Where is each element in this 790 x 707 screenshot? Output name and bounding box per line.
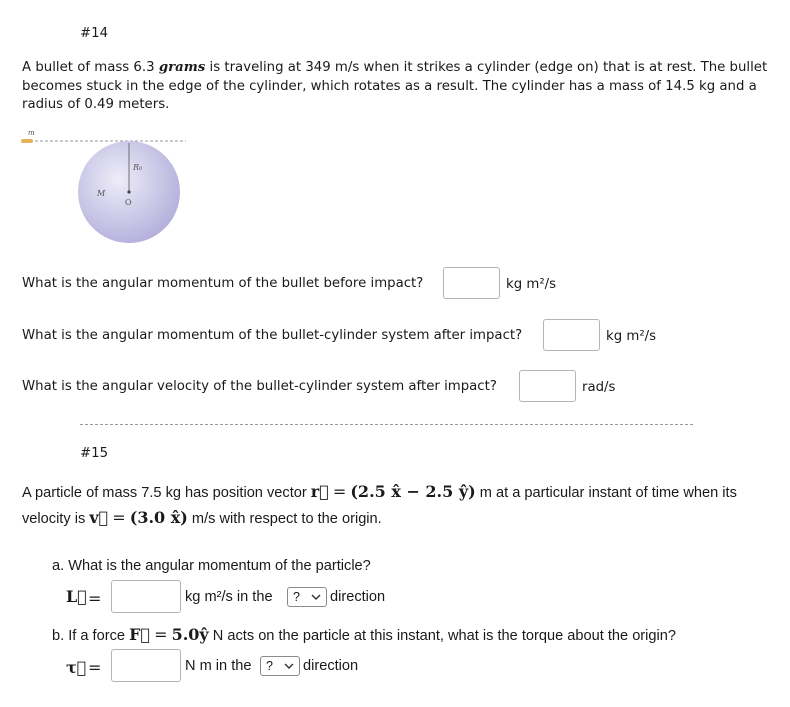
equals-sign: =	[154, 625, 168, 644]
equals-sign: =	[88, 658, 102, 677]
cylinder-figure	[18, 128, 193, 253]
p15-line2-text: velocity is	[22, 511, 86, 527]
bullet-mass-label: m	[28, 129, 35, 137]
equals-sign: =	[112, 508, 126, 527]
chevron-down-icon	[311, 593, 321, 601]
part-b-question	[52, 625, 676, 644]
problem-15-line-1	[22, 482, 737, 501]
center-label: O	[125, 198, 132, 207]
cylinder-mass-label: M	[97, 189, 106, 198]
torque-input[interactable]	[111, 649, 181, 682]
q14-1-unit: kg m²/s	[506, 277, 557, 292]
q14-3-text: What is the angular velocity of the bullet-cylinder system after impact?	[22, 379, 497, 394]
angular-momentum-input[interactable]	[111, 580, 181, 613]
bullet-icon	[21, 139, 33, 143]
q14-3-unit: rad/s	[582, 380, 616, 395]
q14-2-answer-input[interactable]	[543, 319, 600, 351]
problem-separator	[80, 424, 693, 425]
part-a-question: a. What is the angular momentum of the particle?	[52, 558, 371, 574]
chevron-down-icon	[284, 662, 294, 670]
p15-line1-text: A particle of mass 7.5 kg has position vector	[22, 485, 307, 501]
statement-part-1: A bullet of mass 6.3	[22, 60, 159, 75]
velocity-expression: (3.0 x̂)	[129, 508, 188, 527]
problem-15-number: #15	[80, 446, 109, 461]
equals-sign: =	[88, 589, 102, 608]
part-b-unit: N m in the	[185, 658, 252, 674]
velocity-vector-symbol: v⃗	[89, 508, 109, 527]
part-b-direction-label: direction	[303, 658, 359, 674]
q14-2-text: What is the angular momentum of the bullet-cylinder system after impact?	[22, 328, 523, 343]
angular-momentum-symbol: L⃗	[66, 587, 87, 606]
q14-1-answer-input[interactable]	[443, 267, 500, 299]
problem-15-line-2	[22, 508, 382, 527]
problem-14-statement	[22, 59, 782, 115]
problem-14-number: #14	[80, 26, 109, 41]
force-symbol: F⃗	[129, 625, 151, 644]
equals-sign: =	[332, 482, 347, 501]
q14-3-answer-input[interactable]	[519, 370, 576, 402]
part-a-direction-label: direction	[330, 589, 386, 605]
q14-1-text: What is the angular momentum of the bullet before impact?	[22, 276, 424, 291]
p15-line2-tail: m/s with respect to the origin.	[191, 511, 382, 527]
q14-2-unit: kg m²/s	[606, 329, 657, 344]
torque-symbol: τ⃗	[66, 658, 87, 677]
dropdown-value: ?	[293, 590, 300, 604]
radius-label: R₀	[133, 163, 143, 172]
statement-part-2: is traveling at 349 m/s when it strikes a cylinder (edge on) that is at rest. The bullet becomes stuck in the edge of the cylinder, which rotates as a result. The cylinder has a mass of 14.5 kg and a radius of 0.49 meters.	[22, 60, 768, 112]
p15-line1-tail: m at a particular instant of time when its	[479, 485, 737, 501]
statement-emphasis-grams: grams	[158, 60, 206, 75]
part-a-unit: kg m²/s in the	[185, 589, 273, 605]
part-b-direction-dropdown[interactable]	[260, 656, 300, 676]
position-expression: (2.5 x̂ − 2.5 ŷ)	[350, 482, 476, 501]
position-vector-symbol: r⃗	[310, 482, 329, 501]
dropdown-value: ?	[266, 659, 273, 673]
part-a-direction-dropdown[interactable]	[287, 587, 327, 607]
center-point	[127, 190, 130, 193]
force-expression: 5.0ŷ	[171, 625, 209, 644]
part-b-text-post: N acts on the particle at this instant, what is the torque about the origin?	[212, 628, 676, 644]
part-b-text-pre: b. If a force	[52, 628, 126, 644]
